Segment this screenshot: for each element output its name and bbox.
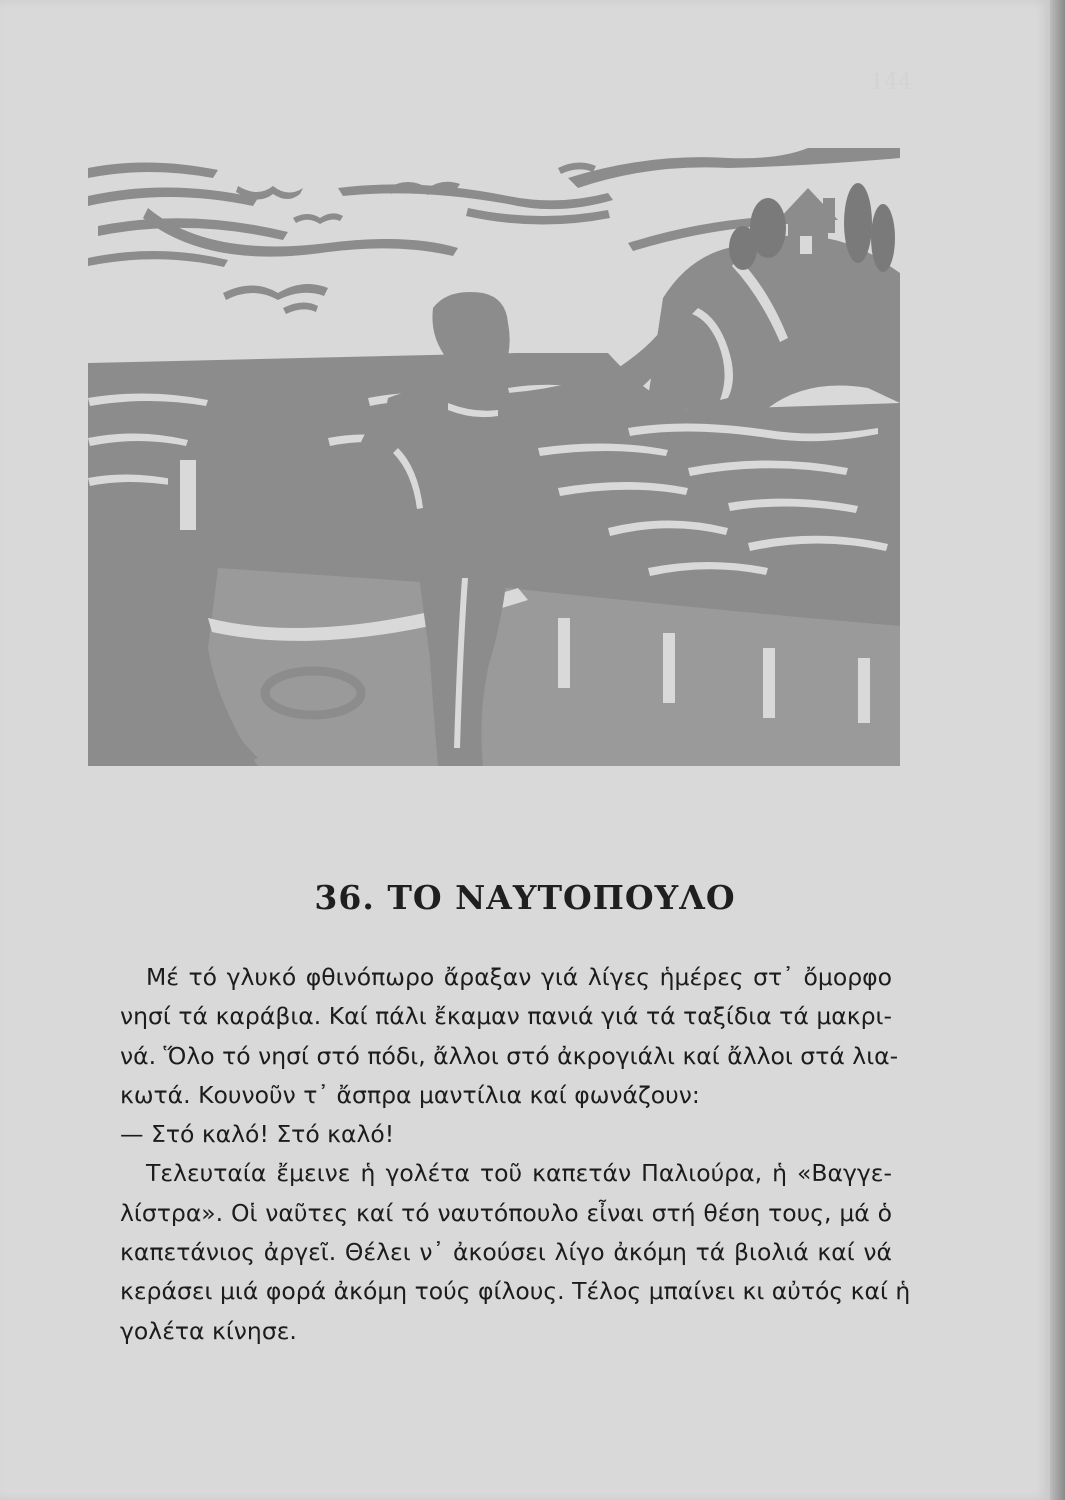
body-line: κεράσει μιά φορά ἀκόμη τούς φίλους. Τέλος μπαίνει κι αὐτός καί ἡ <box>120 1277 911 1306</box>
chapter-title: 36. ΤΟ ΝΑΥΤΟΠΟΥΛΟ <box>314 878 736 917</box>
body-line: νησί τά καράβια. Καί πάλι ἔκαμαν πανιά γιά τά ταξίδια τά μακρι- <box>120 1002 892 1031</box>
page-number-bleed: 144 <box>870 70 912 95</box>
body-line: λίστρα». Οἱ ναῦτες καί τό ναυτόπουλο εἶναι στή θέση τους, μά ὁ <box>120 1198 892 1227</box>
body-line: νά. Ὅλο τό νησί στό πόδι, ἄλλοι στό ἀκρογιάλι καί ἄλλοι στά λια- <box>120 1041 899 1070</box>
dialogue-line: — Στό καλό! Στό καλό! <box>120 1120 395 1149</box>
woodcut-illustration <box>88 148 900 766</box>
body-line: καπετάνιος ἀργεῖ. Θέλει ν᾽ ἀκούσει λίγο ἀκόμη τά βιολιά καί νά <box>120 1238 892 1267</box>
page-edge <box>1050 0 1065 1500</box>
body-line: γολέτα κίνησε. <box>120 1316 297 1345</box>
chapter-body <box>120 958 911 1351</box>
sailor-boy-illustration <box>88 148 900 766</box>
body-line: Μέ τό γλυκό φθινόπωρο ἄραξαν γιά λίγες ἡμέρες στ᾽ ὄμορφο <box>146 963 892 991</box>
body-line: Τελευταία ἔμεινε ἡ γολέτα τοῦ καπετάν Παλιούρα, ἡ «Βαγγε- <box>146 1159 892 1188</box>
body-line: κωτά. Κουνοῦν τ᾽ ἄσπρα μαντίλια καί φωνάζουν: <box>120 1080 700 1109</box>
